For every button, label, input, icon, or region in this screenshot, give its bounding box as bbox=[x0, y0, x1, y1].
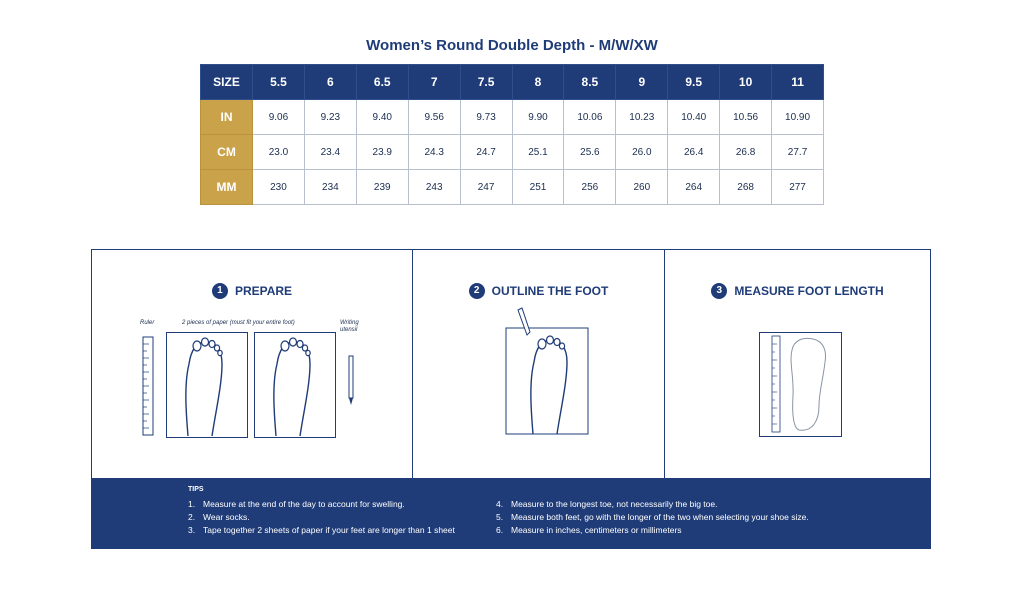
measuring-guide bbox=[91, 249, 931, 549]
paper-left-icon bbox=[166, 332, 248, 438]
step-2-number: 2 bbox=[469, 283, 485, 299]
step-3-title: MEASURE FOOT LENGTH bbox=[734, 284, 884, 298]
step-1-heading bbox=[92, 283, 412, 299]
tip-item bbox=[188, 498, 455, 511]
measurement-cell: 247 bbox=[460, 170, 512, 205]
size-row-cm bbox=[201, 135, 824, 170]
step-1-number: 1 bbox=[212, 283, 228, 299]
tip-item bbox=[496, 511, 809, 524]
step-measure-panel bbox=[665, 250, 930, 478]
step-2-title: OUTLINE THE FOOT bbox=[491, 284, 609, 298]
step-3-heading bbox=[665, 283, 930, 299]
tip-text: Measure in inches, centimeters or millimeters bbox=[511, 525, 682, 535]
measurement-cell: 10.90 bbox=[772, 100, 824, 135]
tip-item bbox=[188, 524, 455, 537]
step-prepare-panel bbox=[92, 250, 413, 478]
measurement-cell: 9.40 bbox=[356, 100, 408, 135]
step-1-title: PREPARE bbox=[234, 284, 293, 298]
size-row-mm bbox=[201, 170, 824, 205]
tip-text: Measure both feet, go with the longer of the two when selecting your shoe size. bbox=[511, 512, 809, 522]
measurement-cell: 268 bbox=[720, 170, 772, 205]
paper-caption: 2 pieces of paper (must fit your entire foot) bbox=[182, 320, 295, 326]
chart-title: Women’s Round Double Depth - M/W/XW bbox=[366, 37, 658, 54]
tip-item bbox=[496, 498, 809, 511]
row-label: CM bbox=[201, 135, 253, 170]
measurement-cell: 9.56 bbox=[408, 100, 460, 135]
measurement-cell: 24.3 bbox=[408, 135, 460, 170]
step-outline-panel bbox=[413, 250, 665, 478]
measurement-cell: 9.06 bbox=[253, 100, 305, 135]
tip-number: 4. bbox=[496, 499, 504, 509]
tips-right-column bbox=[496, 498, 809, 537]
size-header-cell: 8 bbox=[512, 65, 564, 100]
size-header-cell: 10 bbox=[720, 65, 772, 100]
measurement-cell: 26.4 bbox=[668, 135, 720, 170]
measure-foot-icon bbox=[759, 332, 843, 438]
size-header-label: SIZE bbox=[201, 65, 253, 100]
size-header-cell: 6 bbox=[304, 65, 356, 100]
tips-left-column bbox=[188, 498, 455, 537]
tip-number: 6. bbox=[496, 525, 504, 535]
size-header-cell: 7.5 bbox=[460, 65, 512, 100]
size-header-cell: 9 bbox=[616, 65, 668, 100]
size-header-cell: 11 bbox=[772, 65, 824, 100]
measurement-cell: 9.73 bbox=[460, 100, 512, 135]
tip-text: Tape together 2 sheets of paper if your feet are longer than 1 sheet bbox=[203, 525, 455, 535]
ruler-icon bbox=[142, 336, 154, 436]
tip-item bbox=[188, 511, 455, 524]
step-2-heading bbox=[413, 283, 664, 299]
measurement-cell: 26.8 bbox=[720, 135, 772, 170]
tip-number: 5. bbox=[496, 512, 504, 522]
measurement-cell: 27.7 bbox=[772, 135, 824, 170]
step-3-number: 3 bbox=[711, 283, 727, 299]
measurement-cell: 251 bbox=[512, 170, 564, 205]
outline-foot-icon bbox=[505, 308, 591, 436]
row-label: MM bbox=[201, 170, 253, 205]
size-chart-table bbox=[200, 64, 824, 205]
tips-section bbox=[92, 478, 930, 548]
measurement-cell: 260 bbox=[616, 170, 668, 205]
measurement-cell: 256 bbox=[564, 170, 616, 205]
measurement-cell: 277 bbox=[772, 170, 824, 205]
row-label: IN bbox=[201, 100, 253, 135]
size-row-in bbox=[201, 100, 824, 135]
tip-item bbox=[496, 524, 809, 537]
tips-title: TIPS bbox=[188, 486, 204, 493]
measurement-cell: 25.6 bbox=[564, 135, 616, 170]
measurement-cell: 10.40 bbox=[668, 100, 720, 135]
measurement-cell: 10.56 bbox=[720, 100, 772, 135]
size-header-row bbox=[201, 65, 824, 100]
measurement-cell: 25.1 bbox=[512, 135, 564, 170]
size-header-cell: 8.5 bbox=[564, 65, 616, 100]
measurement-cell: 24.7 bbox=[460, 135, 512, 170]
tip-number: 1. bbox=[188, 499, 196, 509]
measurement-cell: 239 bbox=[356, 170, 408, 205]
measurement-cell: 9.23 bbox=[304, 100, 356, 135]
size-header-cell: 5.5 bbox=[253, 65, 305, 100]
size-header-cell: 9.5 bbox=[668, 65, 720, 100]
tip-text: Measure at the end of the day to account for swelling. bbox=[203, 499, 405, 509]
measurement-cell: 9.90 bbox=[512, 100, 564, 135]
measurement-cell: 264 bbox=[668, 170, 720, 205]
paper-right-icon bbox=[254, 332, 336, 438]
measurement-cell: 23.0 bbox=[253, 135, 305, 170]
tip-text: Wear socks. bbox=[203, 512, 250, 522]
measurement-cell: 10.23 bbox=[616, 100, 668, 135]
tip-number: 2. bbox=[188, 512, 196, 522]
measurement-cell: 23.9 bbox=[356, 135, 408, 170]
tip-number: 3. bbox=[188, 525, 196, 535]
measurement-cell: 230 bbox=[253, 170, 305, 205]
measurement-cell: 10.06 bbox=[564, 100, 616, 135]
pencil-icon bbox=[348, 356, 354, 406]
ruler-caption: Ruler bbox=[140, 320, 155, 326]
size-header-cell: 7 bbox=[408, 65, 460, 100]
measurement-cell: 26.0 bbox=[616, 135, 668, 170]
measurement-cell: 234 bbox=[304, 170, 356, 205]
utensil-caption: Writing utensil bbox=[340, 320, 359, 333]
measurement-cell: 23.4 bbox=[304, 135, 356, 170]
size-header-cell: 6.5 bbox=[356, 65, 408, 100]
tip-text: Measure to the longest toe, not necessarily the big toe. bbox=[511, 499, 718, 509]
measurement-cell: 243 bbox=[408, 170, 460, 205]
